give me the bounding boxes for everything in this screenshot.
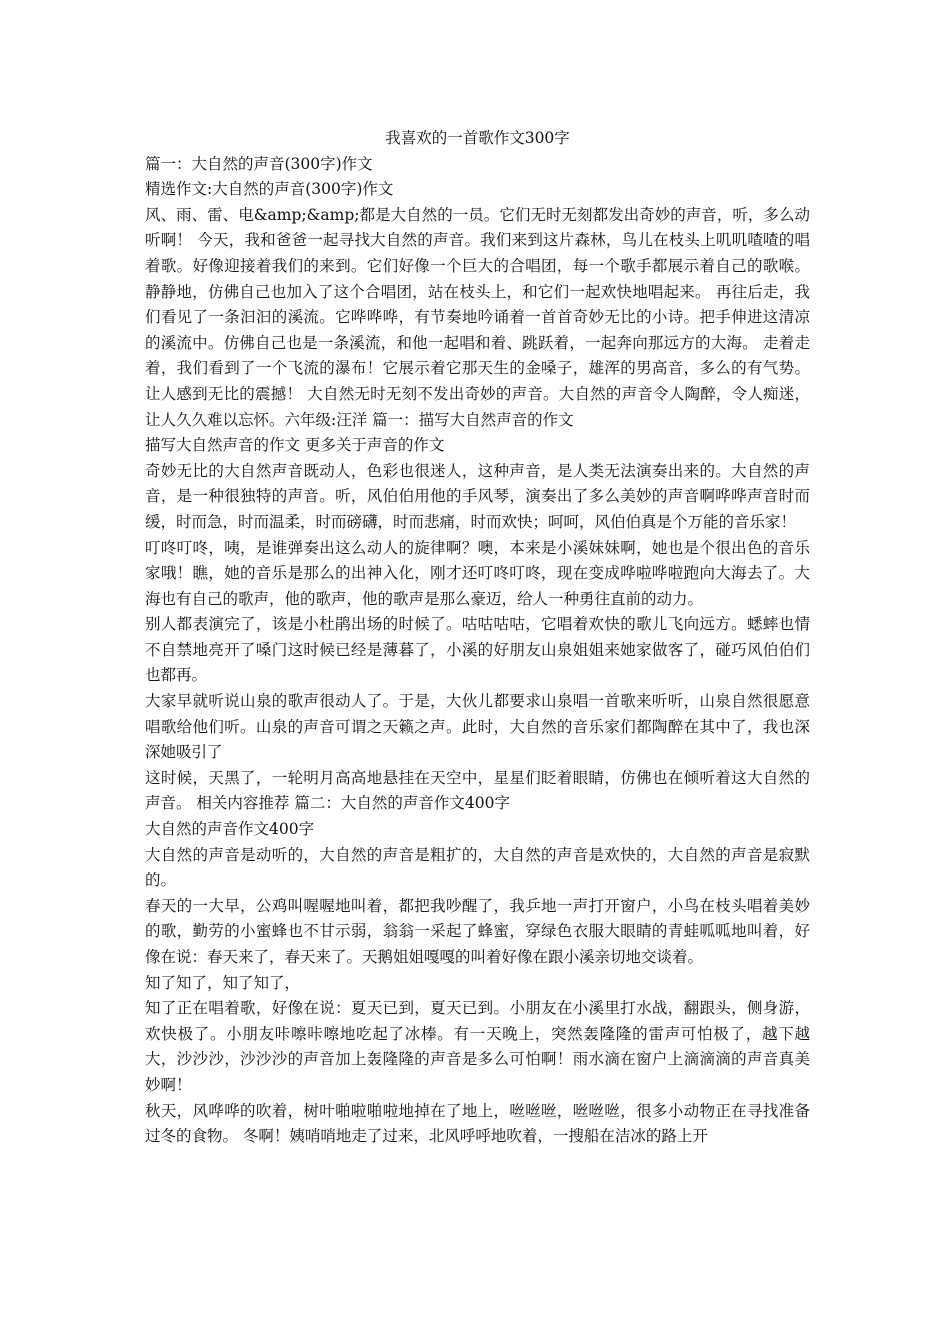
paragraph-body: 这时候，天黑了，一轮明月高高地悬挂在天空中，星星们眨着眼睛，仿佛也在倾听着这大自然的声音。 相关内容推荐 篇二：大自然的声音作文400字 — [145, 768, 810, 813]
paragraph-body: 叮咚叮咚，咦，是谁弹奏出这么动人的旋律啊？噢，本来是小溪妹妹啊，她也是个很出色的音乐家哦！瞧，她的音乐是那么的出神入化，刚才还叮咚叮咚，现在变成哗啦哗啦跑向大海去了。大海也有自己的歌声，他的歌声，他的歌声是那么豪迈，给人一种勇往直前的动力。 — [145, 538, 810, 608]
paragraph-body: 秋天，风哗哗的吹着，树叶啪啦啪啦地掉在了地上，咝咝咝，咝咝咝，很多小动物正在寻找准备过冬的食物。 冬啊！姨哨哨地走了过来，北风呼呼地吹着，一搜船在洁冰的路上开 — [145, 1101, 810, 1146]
document-title: 我喜欢的一首歌作文300字 — [385, 129, 570, 147]
paragraph-body: 别人都表演完了，该是小杜鹃出场的时候了。咕咕咕咕，它唱着欢快的歌儿飞向远方。蟋蟀也情不自禁地亮开了嗓门这时候已经是薄暮了，小溪的好朋友山泉姐姐来她家做客了，碰巧风伯伯们也都再。 — [145, 615, 810, 685]
paragraph-subheading-3: 大自然的声音作文400字 — [145, 820, 315, 839]
paragraph-body: 知了正在唱着歌，好像在说：夏天已到，夏天已到。小朋友在小溪里打水战，翻跟头，侧身游，欢快极了。小朋友咔嚓咔嚓地吃起了冰棒。有一天晚上，突然轰隆隆的雷声可怕极了，越下越大，沙沙沙，沙沙沙的声音加上轰隆隆的声音是多么可怕啊！雨水滴在窗户上滴滴滴的声音真美妙啊！ — [145, 999, 810, 1094]
paragraph-body: 大家早就听说山泉的歌声很动人了。于是，大伙儿都要求山泉唱一首歌来听听，山泉自然很愿意唱歌给他们听。山泉的声音可谓之天籁之声。此时，大自然的音乐家们都陶醉在其中了，我也深深她吸引了 — [145, 692, 810, 762]
paragraph-body: 春天的一大早，公鸡叫喔喔地叫着，都把我吵醒了，我乒地一声打开窗户，小鸟在枝头唱着美妙的歌，勤劳的小蜜蜂也不甘示弱，翁翁一采起了蜂蜜，穿绿色衣服大眼睛的青蛙呱呱地叫着，好像在说：春天来了，春天来了。天鹅姐姐嘎嘎的叫着好像在跟小溪亲切地交谈着。 — [145, 896, 810, 966]
paragraph-subheading-2: 描写大自然声音的作文 更多关于声音的作文 — [145, 436, 445, 455]
document-body — [145, 126, 810, 1150]
paragraph-body: 知了知了，知了知了， — [145, 973, 301, 992]
paragraph-body: 大自然的声音是动听的，大自然的声音是粗扩的，大自然的声音是欢快的，大自然的声音是寂默的。 — [145, 845, 810, 890]
paragraph-section-heading-1: 篇一：大自然的声音(300字)作文 — [145, 154, 373, 173]
paragraph-body: 奇妙无比的大自然声音既动人，色彩也很迷人，这种声音，是人类无法演奏出来的。大自然的声音，是一种很独特的声音。听，风伯伯用他的手风琴，演奏出了多么美妙的声音啊哗哗声音时而缓，时而急，时而温柔，时而磅礴，时而悲痛，时而欢快；呵呵，风伯伯真是个万能的音乐家！ — [145, 461, 810, 531]
paragraph-subheading-1: 精选作文:大自然的声音(300字)作文 — [145, 180, 394, 199]
paragraph-body: 风、雨、雷、电&amp;&amp;都是大自然的一员。它们无时无刻都发出奇妙的声音，听，多么动听啊！ 今天，我和爸爸一起寻找大自然的声音。我们来到这片森林，鸟儿在枝头上叽叽喳喳的唱着歌。好像迎接着我们的来到。它们好像一个巨大的合唱团，每一个歌手都展示着自己的歌喉。静静地，仿佛自己也加入了这个合唱团，站在枝头上，和它们一起欢快地唱起来。 再往后走，我们看见了一条汩汩的溪流。它哗哗哗，有节奏地吟诵着一首首奇妙无比的小诗。把手伸进这清凉的溪流中。仿佛自己也是一条溪流，和他一起唱和着、跳跃着，一起奔向那远方的大海。 走着走着，我们看到了一个飞流的瀑布！它展示着它那天生的金嗓子，雄浑的男高音，多么的有气势。让人感到无比的震撼！ 大自然无时无刻不发出奇妙的声音。大自然的声音令人陶醉，令人痴迷，让人久久难以忘怀。六年级:汪洋 篇一：描写大自然声音的作文 — [145, 205, 810, 429]
